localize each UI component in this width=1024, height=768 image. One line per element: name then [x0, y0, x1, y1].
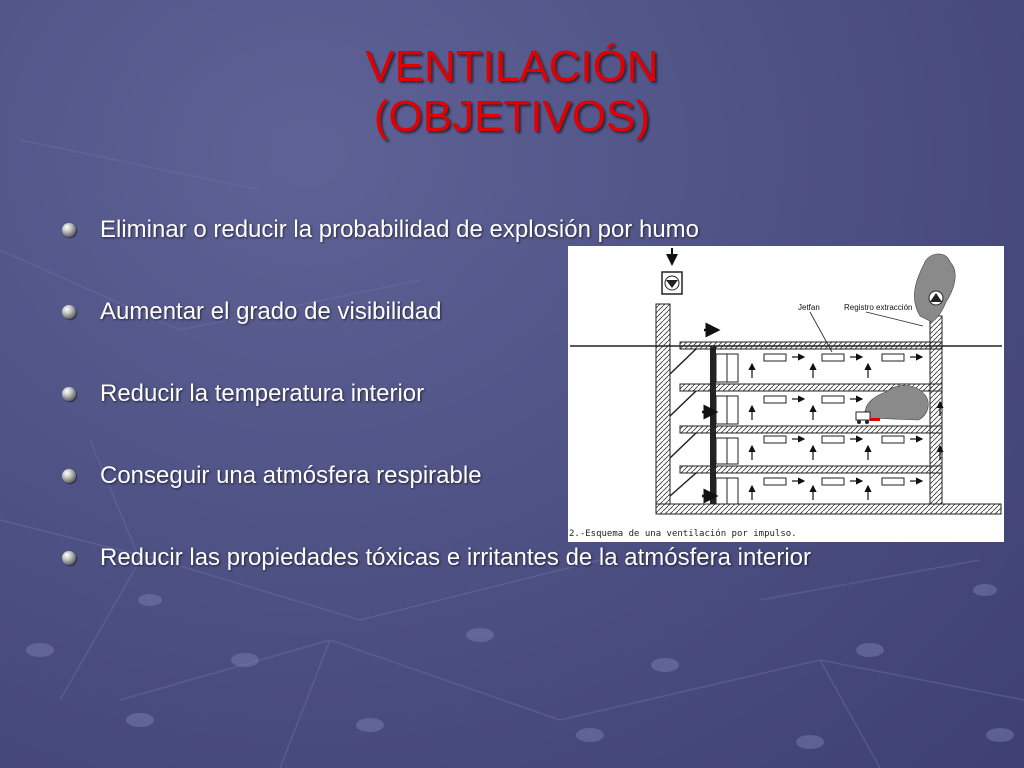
- bullet-sphere-icon: [62, 551, 76, 565]
- slide-title: [0, 42, 1024, 142]
- bullet-text: Reducir las propiedades tóxicas e irritantes de la atmósfera interior: [100, 544, 812, 571]
- bullet-sphere-icon: [62, 223, 76, 237]
- ventilation-diagram: [568, 246, 1004, 542]
- bullet-item: [62, 542, 811, 574]
- bullet-sphere-icon: [62, 305, 76, 319]
- registro-extraccion-label: Registro extracción: [844, 303, 913, 312]
- bullet-item: [62, 214, 699, 246]
- bullet-item: [62, 296, 442, 328]
- bullet-text: Eliminar o reducir la probabilidad de explosión por humo: [100, 216, 700, 243]
- bullet-text: Reducir la temperatura interior: [100, 380, 425, 407]
- bullet-item: [62, 460, 482, 492]
- diagram-caption: 2.-Esquema de una ventilación por impulso.: [569, 529, 797, 539]
- bullet-sphere-icon: [62, 469, 76, 483]
- bullet-sphere-icon: [62, 387, 76, 401]
- ventilation-diagram-drawing: [568, 246, 1004, 542]
- bullet-text: Aumentar el grado de visibilidad: [100, 298, 442, 325]
- slide-title-line1: VENTILACIÓN: [365, 42, 659, 91]
- bullet-text: Conseguir una atmósfera respirable: [100, 462, 482, 489]
- bullet-item: [62, 378, 424, 410]
- jetfan-label: Jetfan: [798, 303, 820, 312]
- slide-title-line2: (OBJETIVOS): [373, 92, 651, 141]
